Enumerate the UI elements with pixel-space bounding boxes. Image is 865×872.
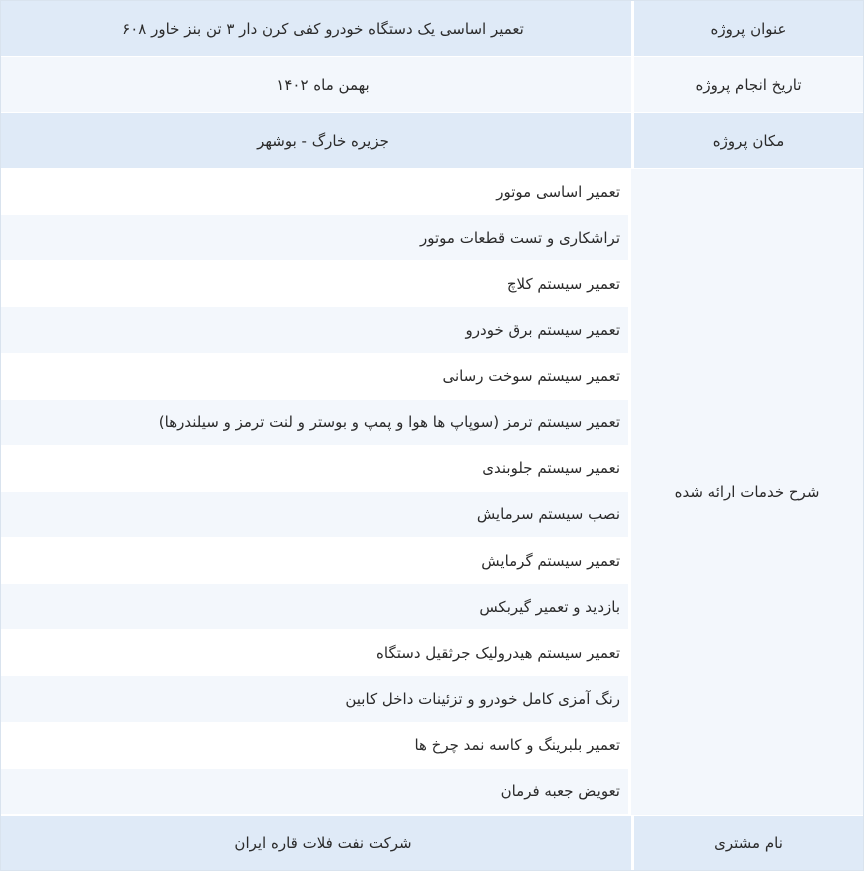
service-item: تعمیر بلبرینگ و کاسه نمد چرخ ها (1, 723, 628, 769)
row-project-date (1, 57, 863, 112)
project-title-label: عنوان پروژه (631, 1, 863, 56)
project-location-label: مکان پروژه (631, 113, 863, 168)
service-item: رنگ آمزی کامل خودرو و تزئینات داخل کابین (1, 676, 628, 722)
service-item: بازدید و تعمیر گیربکس (1, 584, 628, 630)
services-list (1, 169, 628, 815)
row-project-location (1, 113, 863, 168)
project-title-value: تعمیر اساسی یک دستگاه خودرو کفی کرن دار ۳ تن بنز خاور ۶۰۸ (122, 19, 524, 38)
service-item: تعمیر سیستم گرمایش (1, 538, 628, 584)
service-item: تعمیر سیستم سوخت رسانی (1, 354, 628, 400)
service-item: تعمیر اساسی موتور (1, 169, 628, 215)
service-item: تراشکاری و تست قطعات موتور (1, 215, 628, 261)
service-item: تعمیر سیستم برق خودرو (1, 307, 628, 353)
project-date-label: تاریخ انجام پروژه (631, 57, 863, 112)
service-item: تعمیر سیستم ترمز (سوپاپ ها هوا و پمپ و بوستر و لنت ترمز و سیلندرها) (1, 400, 628, 446)
client-value: شرکت نفت فلات قاره ایران (234, 834, 412, 852)
services-label: شرح خدمات ارائه شده (631, 169, 863, 815)
row-project-title (1, 1, 863, 56)
project-location-value: جزیره خارگ - بوشهر (257, 131, 389, 150)
project-date-value: بهمن ماه ۱۴۰۲ (276, 75, 370, 94)
service-item: نعمیر سیستم جلوبندی (1, 446, 628, 492)
service-item: نصب سیستم سرمایش (1, 492, 628, 538)
service-item: تعمیر سیستم کلاچ (1, 261, 628, 307)
row-client (1, 816, 863, 870)
service-item: تعویض جعبه فرمان (1, 769, 628, 815)
client-label: نام مشتری (631, 816, 863, 870)
service-item: تعمیر سیستم هیدرولیک جرثقیل دستگاه (1, 630, 628, 676)
